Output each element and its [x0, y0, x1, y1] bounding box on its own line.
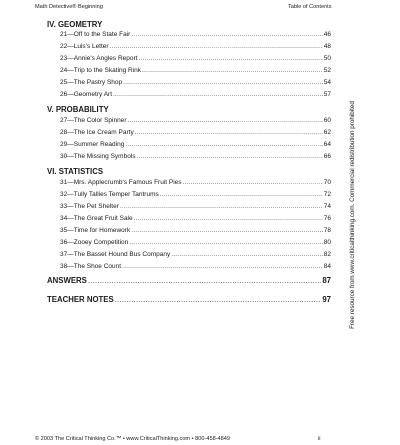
- toc-entry-page: 64: [323, 141, 331, 148]
- section-heading-probability: V. PROBABILITY: [47, 105, 109, 114]
- toc-entry-title: 33—The Pet Shelter: [60, 203, 119, 210]
- toc-entry-title: 32—Tully Tallies Temper Tantrums: [60, 191, 159, 198]
- toc-entry[interactable]: [60, 190, 331, 199]
- dot-leader: [137, 152, 323, 161]
- toc-entry-page: 72: [323, 191, 331, 198]
- toc-entry-title: 37—The Basset Hound Bus Company: [60, 251, 171, 258]
- dot-leader: [138, 54, 322, 63]
- toc-entry-title: 30—The Missing Symbols: [60, 153, 136, 160]
- dot-leader: [135, 128, 323, 137]
- running-header-section: Table of Contents: [288, 4, 332, 10]
- toc-entry[interactable]: [60, 262, 331, 271]
- toc-entry-title: 31—Mrs. Applecrumb's Famous Fruit Pies: [60, 179, 182, 186]
- toc-entry[interactable]: [60, 250, 331, 259]
- toc-entry-page: 62: [323, 129, 331, 136]
- toc-entry-page: 97: [322, 295, 331, 304]
- toc-entry-page: 78: [323, 227, 331, 234]
- toc-entry-page: 66: [323, 153, 331, 160]
- toc-entry-title: 26—Geometry Art: [60, 91, 113, 98]
- footer-copyright: © 2003 The Critical Thinking Co.™ • www.CriticalThinking.com • 800-458-4849: [35, 436, 230, 442]
- dot-leader: [131, 226, 323, 235]
- dot-leader: [88, 276, 321, 285]
- dot-leader: [115, 295, 322, 304]
- dot-leader: [113, 90, 323, 99]
- section-heading-statistics: VI. STATISTICS: [47, 167, 104, 176]
- dot-leader: [123, 78, 323, 87]
- toc-entry-title: 35—Time for Homework: [60, 227, 131, 234]
- section-heading-geometry: IV. GEOMETRY: [47, 20, 103, 29]
- toc-entry[interactable]: [60, 66, 331, 75]
- toc-entry-title: 38—The Shoe Count: [60, 263, 122, 270]
- dot-leader: [127, 116, 322, 125]
- toc-entry-title: 27—The Color Spinner: [60, 117, 127, 124]
- toc-entry-title: TEACHER NOTES: [47, 295, 114, 304]
- toc-entry-title: 29—Summer Reading: [60, 141, 125, 148]
- toc-entry[interactable]: [60, 54, 331, 63]
- toc-entry-page: 74: [323, 203, 331, 210]
- toc-entry[interactable]: [60, 226, 331, 235]
- dot-leader: [110, 42, 323, 51]
- dot-leader: [120, 202, 323, 211]
- dot-leader: [125, 140, 322, 149]
- toc-entry[interactable]: [60, 152, 331, 161]
- toc-entry[interactable]: [60, 78, 331, 87]
- toc-entry-title: 24—Trip to the Skating Rink: [60, 67, 142, 74]
- toc-entry-teacher-notes[interactable]: [47, 295, 331, 304]
- toc-entry-page: 70: [323, 179, 331, 186]
- toc-entry-title: 21—Off to the State Fair: [60, 31, 131, 38]
- toc-entry-page: 54: [323, 79, 331, 86]
- toc-entry-title: 25—The Pastry Shop: [60, 79, 123, 86]
- toc-entry-title: 22—Luis's Letter: [60, 43, 109, 50]
- toc-entry[interactable]: [60, 202, 331, 211]
- toc-entry-page: 84: [323, 263, 331, 270]
- dot-leader: [122, 262, 323, 271]
- toc-entry[interactable]: [60, 238, 331, 247]
- dot-leader: [171, 250, 323, 259]
- toc-entry[interactable]: [60, 90, 331, 99]
- toc-entry-page: 80: [323, 239, 331, 246]
- toc-entry-page: 52: [323, 67, 331, 74]
- toc-entry[interactable]: [60, 178, 331, 187]
- toc-entry-page: 76: [323, 215, 331, 222]
- toc-entry[interactable]: [60, 140, 331, 149]
- running-header-title: Math Detective® Beginning: [35, 4, 103, 10]
- dot-leader: [160, 190, 323, 199]
- toc-entry-page: 82: [323, 251, 331, 258]
- redistribution-notice: Free resource from www.criticalthinking.com. Commercial redistribution prohibited: [349, 101, 356, 329]
- toc-entry-page: 50: [323, 55, 331, 62]
- toc-entry[interactable]: [60, 128, 331, 137]
- toc-entry-page: 57: [323, 91, 331, 98]
- toc-entry-title: 23—Annie's Angles Report: [60, 55, 138, 62]
- dot-leader: [134, 214, 323, 223]
- toc-entry[interactable]: [60, 42, 331, 51]
- dot-leader: [131, 30, 322, 39]
- page-number: ii: [318, 436, 321, 442]
- toc-entry-page: 87: [322, 276, 331, 285]
- toc-entry-title: 34—The Great Fruit Sale: [60, 215, 133, 222]
- dot-leader: [129, 238, 322, 247]
- toc-entry-answers[interactable]: [47, 276, 331, 285]
- toc-entry[interactable]: [60, 116, 331, 125]
- toc-entry-page: 46: [323, 31, 331, 38]
- dot-leader: [183, 178, 323, 187]
- toc-entry-title: ANSWERS: [47, 276, 87, 285]
- toc-entry-page: 60: [323, 117, 331, 124]
- toc-entry-title: 36—Zooey Competition: [60, 239, 129, 246]
- toc-entry[interactable]: [60, 30, 331, 39]
- toc-entry-title: 28—The Ice Cream Party: [60, 129, 134, 136]
- toc-entry-page: 48: [323, 43, 331, 50]
- toc-entry[interactable]: [60, 214, 331, 223]
- dot-leader: [142, 66, 323, 75]
